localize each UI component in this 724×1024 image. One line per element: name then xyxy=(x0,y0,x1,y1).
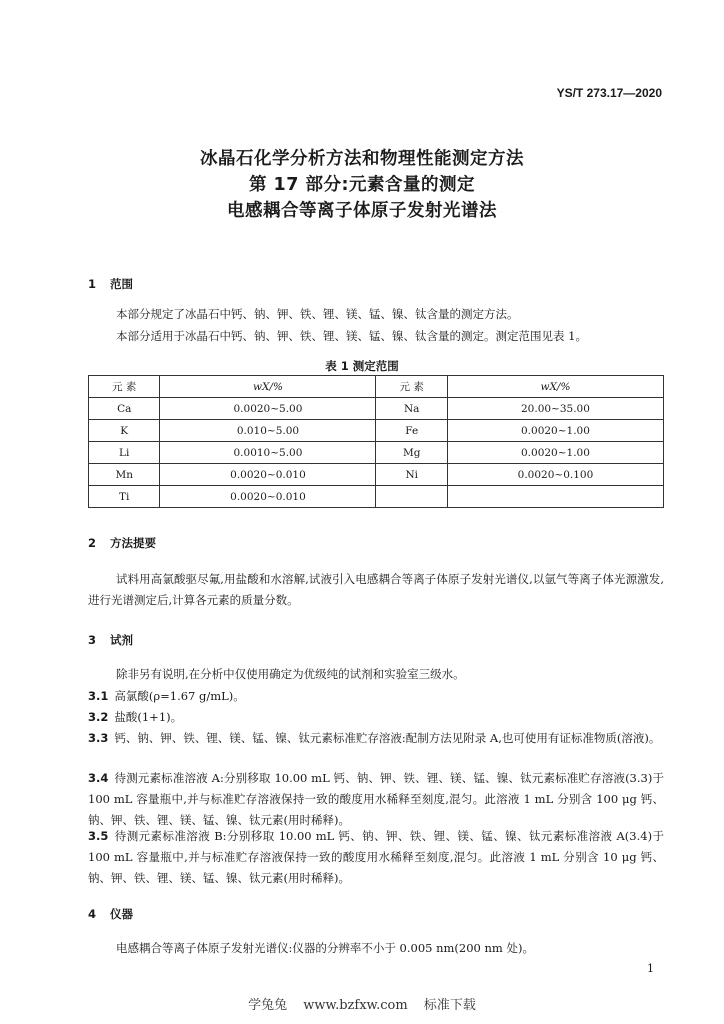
item-number: 3.3 xyxy=(88,731,109,745)
standard-number: YS/T 273.17—2020 xyxy=(556,86,662,100)
table-row xyxy=(89,420,664,442)
section-1-heading xyxy=(88,276,133,292)
table-cell xyxy=(447,486,663,508)
table-cell: Na xyxy=(376,398,447,420)
table-cell: 0.010~5.00 xyxy=(160,420,376,442)
table-cell: 0.0020~5.00 xyxy=(160,398,376,420)
table-cell: K xyxy=(89,420,160,442)
table-cell: Ca xyxy=(89,398,160,420)
table-cell xyxy=(376,486,447,508)
table-cell: 0.0010~5.00 xyxy=(160,442,376,464)
footer-tagline: 标准下载 xyxy=(423,998,476,1013)
table-caption: 表 1 测定范围 xyxy=(325,359,399,373)
title-line-1: 冰晶石化学分析方法和物理性能测定方法 xyxy=(200,149,524,169)
section-4-paragraph-1: 电感耦合等离子体原子发射光谱仪:仪器的分辨率不小于 0.005 nm(200 nm 处)。 xyxy=(116,941,534,955)
section-1-paragraph-1: 本部分规定了冰晶石中钙、钠、钾、铁、锂、镁、锰、镍、钛含量的测定方法。 xyxy=(116,307,519,321)
title-line-2: 第 17 部分:元素含量的测定 xyxy=(248,175,476,195)
table-cell: 20.00~35.00 xyxy=(447,398,663,420)
table-row xyxy=(89,398,664,420)
measurement-range-table xyxy=(88,375,664,508)
item-number: 3.1 xyxy=(88,689,109,703)
section-title: 方法提要 xyxy=(110,536,156,550)
reagent-item xyxy=(88,826,664,889)
item-text: 高氯酸(ρ=1.67 g/mL)。 xyxy=(114,689,245,703)
footer xyxy=(0,994,724,1013)
table-cell: Li xyxy=(89,442,160,464)
table-header-row xyxy=(89,376,664,398)
table-cell: 0.0020~0.010 xyxy=(160,486,376,508)
table-row xyxy=(89,442,664,464)
title-line-3: 电感耦合等离子体原子发射光谱法 xyxy=(227,201,497,221)
section-number: 1 xyxy=(88,277,97,291)
table-cell: 0.0020~0.100 xyxy=(447,464,663,486)
table-cell: 0.0020~0.010 xyxy=(160,464,376,486)
section-2-paragraph-1: 试料用高氯酸驱尽氟,用盐酸和水溶解,试液引入电感耦合等离子体原子发射光谱仪,以氩气等离子体光源激发,进行光谱测定后,计算各元素的质量分数。 xyxy=(88,572,664,607)
table-row xyxy=(89,464,664,486)
section-title: 试剂 xyxy=(110,633,133,647)
table-cell: Ni xyxy=(376,464,447,486)
section-2-heading xyxy=(88,535,156,551)
table-cell: Ti xyxy=(89,486,160,508)
table-cell: Mn xyxy=(89,464,160,486)
item-number: 3.5 xyxy=(88,829,109,843)
table-cell: Fe xyxy=(376,420,447,442)
section-1-paragraph-2: 本部分适用于冰晶石中钙、钠、钾、铁、锂、镁、锰、镍、钛含量的测定。测定范围见表 1。 xyxy=(116,329,587,343)
section-3-heading xyxy=(88,632,133,648)
section-3-intro: 除非另有说明,在分析中仅使用确定为优级纯的试剂和实验室三级水。 xyxy=(116,667,465,681)
item-text: 待测元素标准溶液 B:分别移取 10.00 mL 钙、钠、钾、铁、锂、镁、锰、镍、钛元素标准溶液 A(3.4)于 100 mL 容量瓶中,并与标准贮存溶液保持一致的酸度用水稀释至刻度,混匀。此溶液 1 mL 分别含 10 μg 钙、钠、钾、铁、锂、镁、锰、镍、钛元素(用时稀释)。 xyxy=(88,829,664,885)
header-mass-fraction: wX/% xyxy=(447,376,663,398)
table-cell: Mg xyxy=(376,442,447,464)
table-row xyxy=(89,486,664,508)
section-number: 2 xyxy=(88,536,97,550)
header-element: 元 素 xyxy=(89,376,160,398)
item-text: 待测元素标准溶液 A:分别移取 10.00 mL 钙、钠、钾、铁、锂、镁、锰、镍、钛元素标准贮存溶液(3.3)于 100 mL 容量瓶中,并与标准贮存溶液保持一致的酸度用水稀释至刻度,混匀。此溶液 1 mL 分别含 100 μg 钙、钠、钾、铁、锂、镁、锰、镍、钛元素(用时稀释)。 xyxy=(88,771,664,827)
reagent-item xyxy=(88,768,664,831)
section-number: 3 xyxy=(88,633,97,647)
item-number: 3.2 xyxy=(88,710,109,724)
reagent-item xyxy=(88,728,664,749)
table-cell: 0.0020~1.00 xyxy=(447,442,663,464)
item-text: 钙、钠、钾、铁、锂、镁、锰、镍、钛元素标准贮存溶液:配制方法见附录 A,也可使用有证标准物质(溶液)。 xyxy=(114,731,661,745)
page-number: 1 xyxy=(647,962,654,975)
document-title xyxy=(0,146,724,224)
table-cell: 0.0020~1.00 xyxy=(447,420,663,442)
header-mass-fraction: wX/% xyxy=(160,376,376,398)
footer-url[interactable]: www.bzfxw.com xyxy=(303,998,408,1013)
section-number: 4 xyxy=(88,907,97,921)
item-text: 盐酸(1+1)。 xyxy=(114,710,183,724)
section-4-heading xyxy=(88,906,133,922)
section-title: 仪器 xyxy=(110,907,133,921)
reagent-item xyxy=(88,686,664,707)
reagent-item xyxy=(88,707,664,728)
footer-site-name: 学兔兔 xyxy=(248,998,288,1013)
item-number: 3.4 xyxy=(88,771,109,785)
header-element: 元 素 xyxy=(376,376,447,398)
section-title: 范围 xyxy=(110,277,133,291)
